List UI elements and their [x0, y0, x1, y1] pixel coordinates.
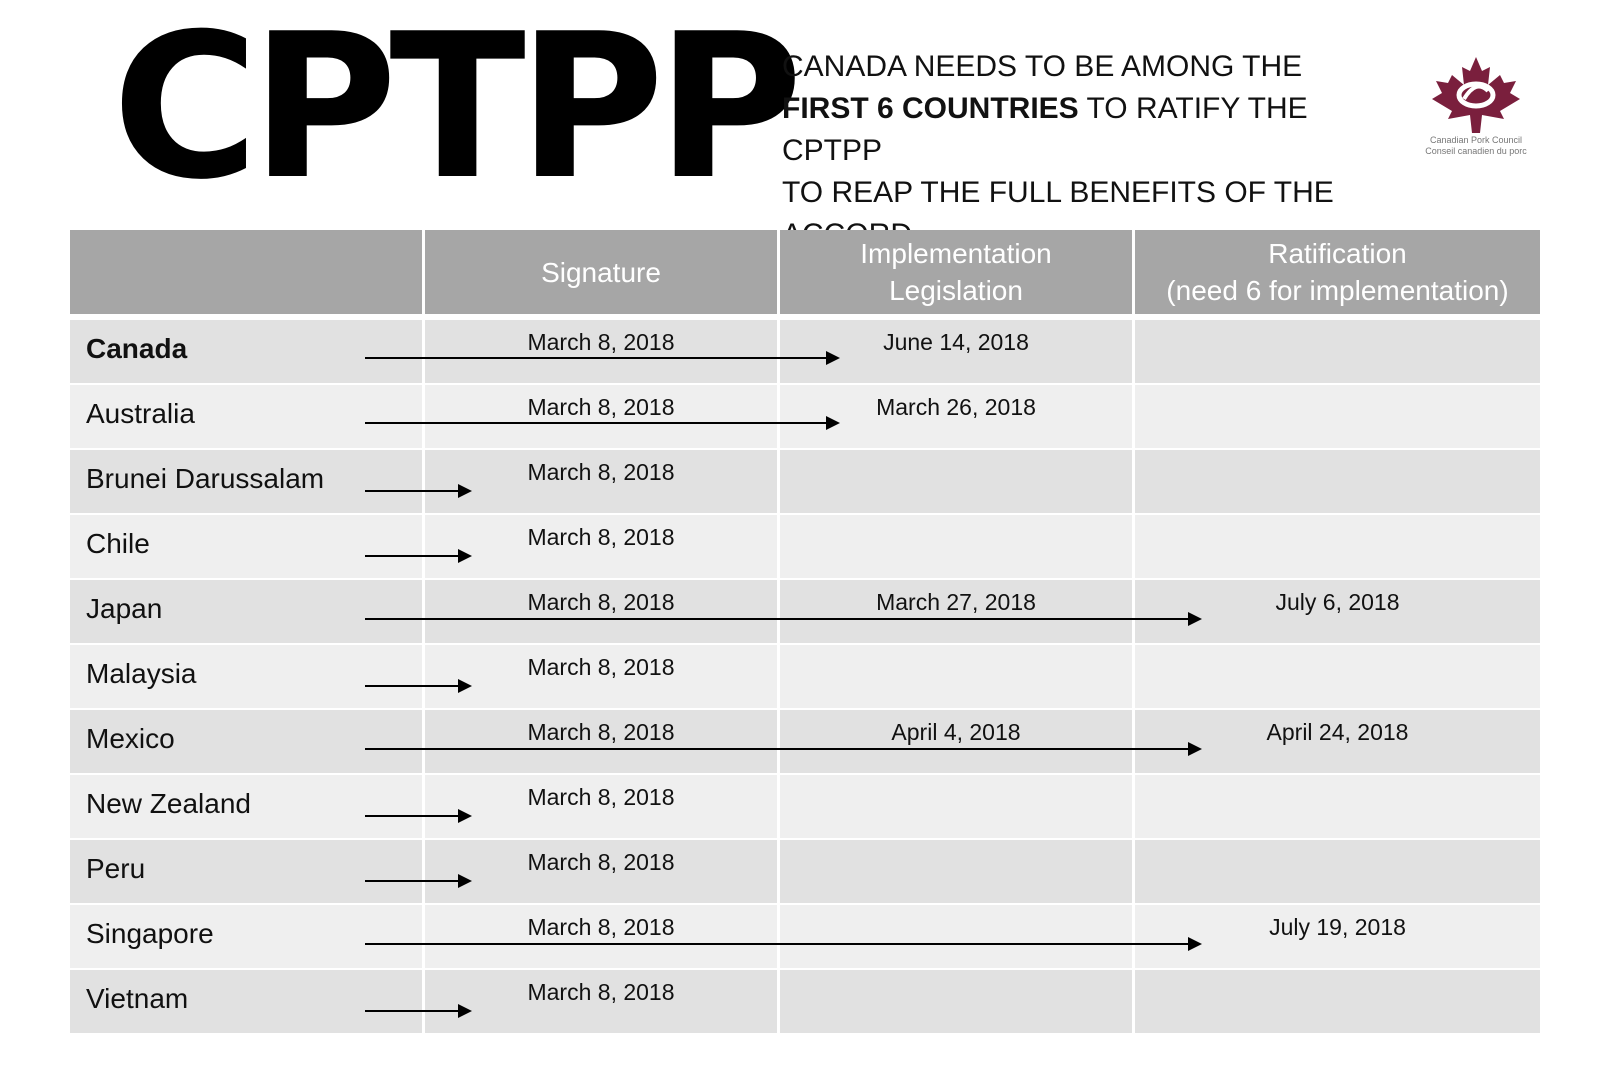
table-row [70, 385, 1540, 448]
progress-arrow [365, 357, 828, 359]
ratification-cell [1135, 645, 1540, 708]
headline-line-3: TO REAP THE FULL BENEFITS OF THE [782, 176, 1334, 209]
signature-date: March 8, 2018 [527, 459, 675, 485]
country-name: Malaysia [86, 658, 197, 689]
page-title: CPTPP [112, 0, 795, 224]
headline-line-1: CANADA NEEDS TO BE AMONG THE [782, 50, 1303, 83]
headline-line-2-rest: TO RATIFY THE CPTPP [782, 92, 1308, 167]
progress-arrow [365, 748, 1190, 750]
ratification-cell [1135, 775, 1540, 838]
ratification-cell [1135, 840, 1540, 903]
signature-date: March 8, 2018 [527, 654, 675, 680]
progress-arrow [365, 943, 1190, 945]
headline-line-2 [782, 88, 1392, 172]
country-name: Peru [86, 853, 146, 884]
progress-arrow [365, 685, 460, 687]
header-country [70, 230, 422, 314]
country-name: Australia [86, 398, 195, 429]
progress-arrow [365, 880, 460, 882]
header-ratification [1135, 230, 1540, 314]
canadian-pork-council-logo [1420, 55, 1532, 157]
table-row [70, 970, 1540, 1033]
ratification-date: July 19, 2018 [1269, 914, 1406, 940]
country-name: Chile [86, 528, 150, 559]
table-row [70, 775, 1540, 838]
country-name: New Zealand [86, 788, 251, 819]
country-name: Mexico [86, 723, 175, 754]
signature-date: March 8, 2018 [527, 784, 675, 810]
maple-leaf-icon [1430, 55, 1522, 135]
progress-arrow [365, 815, 460, 817]
progress-arrow [365, 555, 460, 557]
signature-date: March 8, 2018 [527, 394, 675, 420]
signature-date: March 8, 2018 [527, 589, 675, 615]
header-legislation [780, 230, 1132, 314]
legislation-cell [780, 515, 1132, 578]
legislation-cell [780, 970, 1132, 1033]
signature-date: March 8, 2018 [527, 979, 675, 1005]
country-name: Brunei Darussalam [86, 463, 325, 494]
progress-arrow [365, 490, 460, 492]
legislation-date: March 27, 2018 [876, 589, 1036, 615]
country-name: Singapore [86, 918, 214, 949]
signature-date: March 8, 2018 [527, 719, 675, 745]
legislation-cell [780, 905, 1132, 968]
header-legislation-line2: Legislation [889, 275, 1023, 306]
header-ratification-line2: (need 6 for implementation) [1166, 275, 1509, 306]
country-name: Canada [86, 333, 188, 364]
header-signature [425, 230, 777, 314]
table-row [70, 580, 1540, 643]
table-row [70, 450, 1540, 513]
ratification-cell [1135, 970, 1540, 1033]
table-row [70, 645, 1540, 708]
ratification-cell [1135, 515, 1540, 578]
progress-arrow [365, 422, 828, 424]
table-row [70, 905, 1540, 968]
ratification-cell [1135, 450, 1540, 513]
ratification-cell [1135, 385, 1540, 448]
legislation-date: March 26, 2018 [876, 394, 1036, 420]
headline-emphasis: FIRST 6 COUNTRIES [782, 92, 1079, 125]
country-name: Japan [86, 593, 163, 624]
signature-date: March 8, 2018 [527, 849, 675, 875]
table-row [70, 840, 1540, 903]
table-row [70, 515, 1540, 578]
logo-text-fr: Conseil canadien du porc [1425, 146, 1527, 156]
legislation-cell [780, 840, 1132, 903]
legislation-cell [780, 645, 1132, 708]
headline [782, 46, 1392, 256]
signature-date: March 8, 2018 [527, 524, 675, 550]
table-header [70, 230, 1540, 314]
legislation-date: June 14, 2018 [883, 329, 1029, 355]
ratification-cell [1135, 320, 1540, 383]
ratification-date: April 24, 2018 [1266, 719, 1409, 745]
legislation-date: April 4, 2018 [891, 719, 1021, 745]
table-row [70, 320, 1540, 383]
signature-date: March 8, 2018 [527, 329, 675, 355]
ratification-date: July 6, 2018 [1275, 589, 1400, 615]
header-legislation-line1: Implementation [860, 238, 1052, 269]
legislation-cell [780, 450, 1132, 513]
header-signature-label: Signature [541, 256, 661, 288]
legislation-cell [780, 775, 1132, 838]
header-ratification-line1: Ratification [1268, 238, 1407, 269]
progress-arrow [365, 1010, 460, 1012]
signature-date: March 8, 2018 [527, 914, 675, 940]
logo-text-en: Canadian Pork Council [1429, 135, 1523, 145]
table-row [70, 710, 1540, 773]
progress-arrow [365, 618, 1190, 620]
country-name: Vietnam [86, 983, 189, 1014]
